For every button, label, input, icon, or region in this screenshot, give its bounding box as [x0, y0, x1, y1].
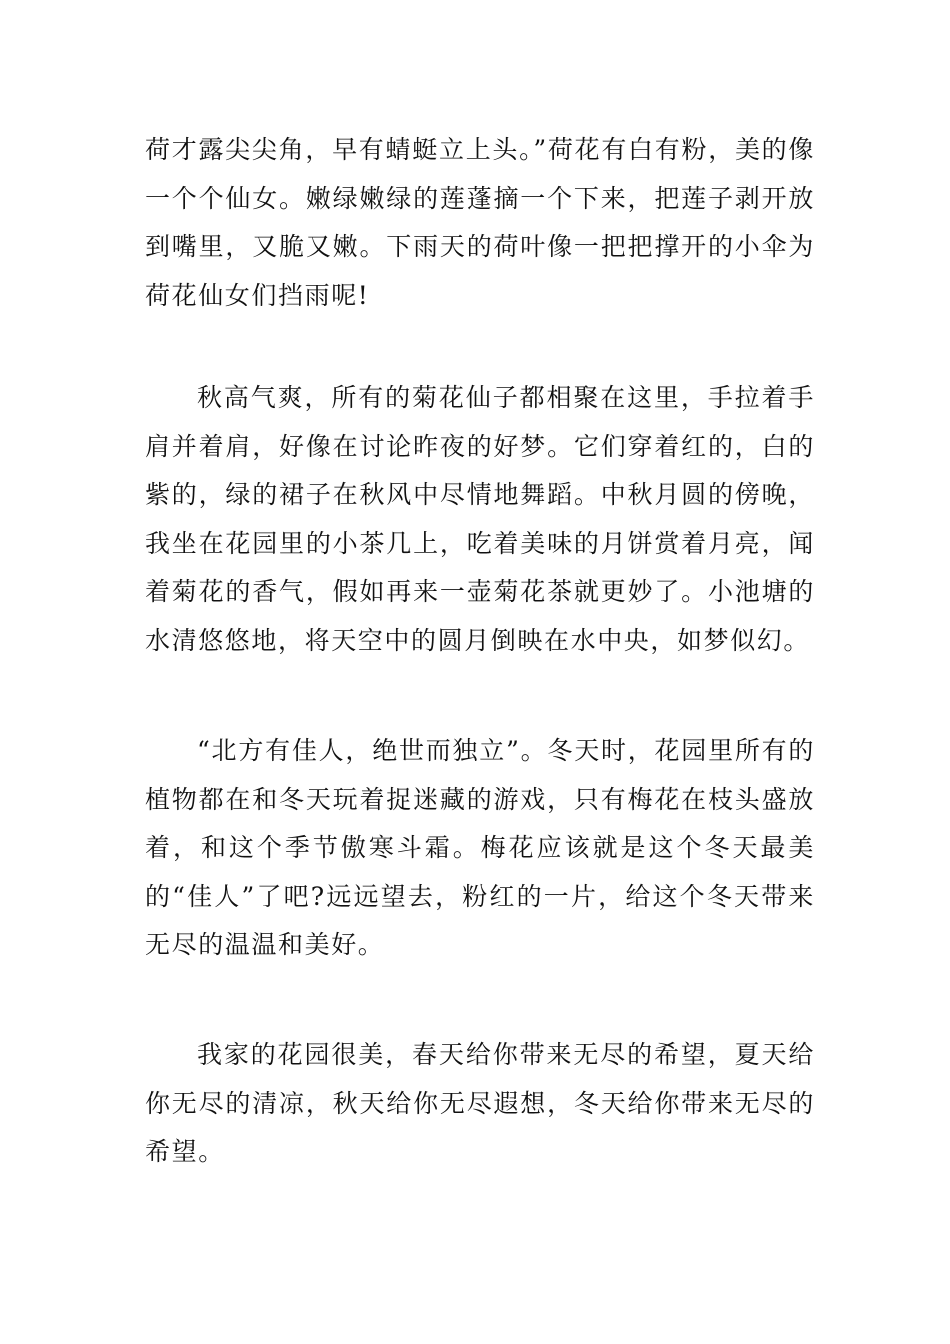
- paragraph-conclusion: 我家的花园很美，春天给你带来无尽的希望，夏天给你无尽的清凉，秋天给你无尽遐想，冬天给你带来无尽的希望。: [145, 1040, 815, 1166]
- paragraph-autumn: 秋高气爽，所有的菊花仙子都相聚在这里，手拉着手肩并着肩，好像在讨论昨夜的好梦。它们穿着红的，白的紫的，绿的裙子在秋风中尽情地舞蹈。中秋月圆的傍晚，我坐在花园里的小茶几上，吃着美味的月饼赏着月亮，闻着菊花的香气，假如再来一壶菊花茶就更妙了。小池塘的水清悠悠地，将天空中的圆月倒映在水中央，如梦似幻。: [145, 383, 815, 655]
- paragraph-lotus: 荷才露尖尖角，早有蜻蜓立上头。”荷花有白有粉，美的像一个个仙女。嫩绿嫩绿的莲蓬摘一个下来，把莲子剥开放到嘴里，又脆又嫩。下雨天的荷叶像一把把撑开的小伞为荷花仙女们挡雨呢!: [145, 135, 815, 310]
- paragraph-winter: “北方有佳人，绝世而独立”。冬天时，花园里所有的植物都在和冬天玩着捉迷藏的游戏，只有梅花在枝头盛放着，和这个季节傲寒斗霜。梅花应该就是这个冬天最美的“佳人”了吧?远远望去，粉红的一片，给这个冬天带来无尽的温温和美好。: [145, 736, 815, 959]
